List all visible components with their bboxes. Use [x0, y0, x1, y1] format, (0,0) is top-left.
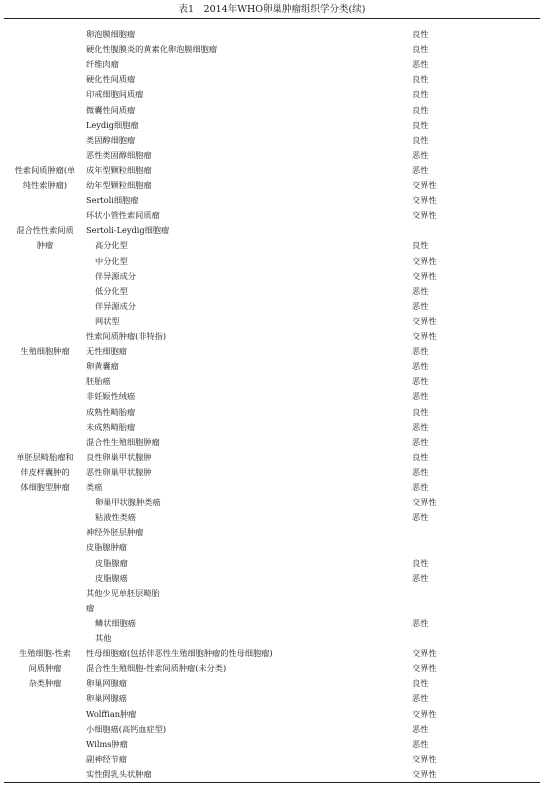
behavior-code: 交界性	[412, 768, 437, 779]
behavior-code: 恶性	[412, 164, 429, 175]
tumor-name: Sertoli细胞瘤	[86, 195, 139, 206]
behavior-code: 恶性	[412, 572, 429, 583]
tumor-name: Wolffian肿瘤	[86, 708, 137, 719]
table-row	[0, 42, 544, 57]
behavior-code: 恶性	[412, 723, 429, 734]
behavior-code: 交界性	[412, 331, 437, 341]
behavior-code: 交界性	[412, 180, 437, 190]
behavior-code: 良性	[412, 406, 429, 417]
table-row	[0, 722, 544, 737]
table-row	[0, 601, 544, 616]
behavior-code: 恶性	[412, 693, 429, 704]
behavior-code: 交界性	[412, 255, 437, 266]
tumor-name: 实性假乳头状肿瘤	[86, 768, 152, 779]
tumor-name: Wilms肿瘤	[86, 738, 128, 749]
behavior-code: 恶性	[412, 391, 429, 402]
table-row	[0, 767, 544, 782]
category-label	[6, 676, 84, 691]
category-label	[6, 646, 84, 676]
tumor-name: 高分化型	[95, 240, 128, 251]
behavior-code: 恶性	[412, 300, 429, 311]
tumor-name: 粘液性类癌	[95, 512, 136, 523]
tumor-name: Sertoli-Leydig细胞瘤	[86, 225, 170, 236]
category-line: 生殖细胞肿瘤	[20, 346, 70, 357]
tumor-name: 未成熟畸胎瘤	[86, 421, 136, 432]
table-row	[0, 631, 544, 646]
tumor-name: 幼年型颗粒细胞瘤	[86, 180, 152, 190]
tumor-name: 非妊娠性绒癌	[86, 391, 136, 402]
table-row	[0, 586, 544, 601]
tumor-name: 微囊性间质瘤	[86, 104, 136, 115]
behavior-code: 交界性	[412, 648, 437, 659]
behavior-code: 良性	[412, 134, 429, 145]
tumor-name: 神经外胚层肿瘤	[86, 527, 144, 538]
behavior-code: 恶性	[412, 466, 429, 477]
tumor-name: 瘤	[86, 602, 95, 613]
behavior-code: 良性	[412, 89, 429, 100]
tumor-name: 低分化型	[95, 285, 128, 296]
tumor-name: 硬化性间质瘤	[86, 74, 136, 85]
tumor-name: 中分化型	[95, 255, 128, 266]
behavior-code: 良性	[412, 29, 429, 39]
table-row	[0, 691, 544, 706]
table-row	[0, 284, 544, 299]
behavior-code: 交界性	[412, 210, 437, 221]
behavior-code: 恶性	[412, 617, 429, 628]
tumor-name: 其他少见单胚层畸胎	[86, 587, 160, 598]
table-row	[0, 420, 544, 435]
table-row	[0, 208, 544, 223]
table-row	[0, 103, 544, 118]
tumor-name: Leydig细胞瘤	[86, 119, 139, 130]
table-top-rule	[4, 18, 540, 19]
tumor-name: 皮脂腺肿瘤	[86, 542, 127, 553]
category-line: 间质肿瘤	[28, 663, 62, 674]
behavior-code: 交界性	[412, 708, 437, 719]
table-row	[0, 148, 544, 163]
tumor-name: 纤维肉瘤	[86, 59, 119, 70]
tumor-name: 鳞状细胞癌	[95, 617, 136, 628]
table-row	[0, 87, 544, 102]
table-row	[0, 133, 544, 148]
behavior-code: 恶性	[412, 482, 429, 492]
tumor-name: 性索间质肿瘤(非特指)	[86, 331, 167, 341]
tumor-name: 网状型	[95, 315, 120, 326]
tumor-name: 卵泡膜细胞瘤	[86, 29, 136, 39]
behavior-code: 良性	[412, 557, 429, 568]
behavior-code: 交界性	[412, 753, 437, 764]
table-row	[0, 435, 544, 450]
behavior-code: 恶性	[412, 59, 429, 70]
category-line: 体细胞型肿瘤	[20, 481, 70, 492]
tumor-name: 恶性卵巢甲状腺肿	[86, 466, 152, 477]
tumor-name: 卵巢甲状腺肿类癌	[95, 497, 161, 508]
table-row	[0, 571, 544, 586]
table-row	[0, 254, 544, 269]
table-row	[0, 737, 544, 752]
tumor-name: 胚胎癌	[86, 376, 111, 387]
table-bottom-rule	[4, 782, 540, 783]
behavior-code: 良性	[412, 451, 429, 462]
tumor-name: 印戒细胞间质瘤	[86, 89, 144, 100]
behavior-code: 恶性	[412, 376, 429, 387]
tumor-name: 性母细胞瘤(包括伴恶性生殖细胞肿瘤的性母细胞瘤)	[86, 648, 273, 659]
tumor-name: 皮脂腺癌	[95, 572, 128, 583]
table-row	[0, 72, 544, 87]
behavior-code: 交界性	[412, 663, 437, 674]
tumor-name: 类癌	[86, 482, 103, 492]
table-row	[0, 299, 544, 314]
table-row	[0, 510, 544, 525]
tumor-name: 无性细胞瘤	[86, 346, 127, 357]
behavior-code: 良性	[412, 44, 429, 55]
category-line: 混合性性索间质	[16, 225, 74, 236]
table-row	[0, 27, 544, 42]
tumor-name: 硬化性腹膜炎的黄素化卵泡膜细胞瘤	[86, 44, 218, 55]
behavior-code: 恶性	[412, 361, 429, 372]
behavior-code: 恶性	[412, 436, 429, 447]
tumor-name: 皮脂腺瘤	[95, 557, 128, 568]
behavior-code: 良性	[412, 74, 429, 85]
category-line: 杂类肿瘤	[28, 678, 62, 689]
tumor-name: 混合性生殖细胞肿瘤	[86, 436, 160, 447]
table-row	[0, 269, 544, 284]
tumor-name: 良性卵巢甲状腺肿	[86, 451, 152, 462]
table-row	[0, 374, 544, 389]
behavior-code: 良性	[412, 240, 429, 251]
tumor-name: 小细胞癌(高钙血症型)	[86, 723, 167, 734]
behavior-code: 良性	[412, 119, 429, 130]
behavior-code: 交界性	[412, 497, 437, 508]
category-line: 性索间质肿瘤(单	[14, 164, 76, 175]
table-row	[0, 540, 544, 555]
behavior-code: 恶性	[412, 738, 429, 749]
tumor-name: 伴异源成分	[95, 270, 136, 281]
category-line: 单胚层畸胎瘤和	[16, 451, 74, 462]
tumor-name: 副神经节瘤	[86, 753, 127, 764]
behavior-code: 良性	[412, 678, 429, 689]
tumor-name: 环状小管性索间质瘤	[86, 210, 160, 221]
table-row	[0, 707, 544, 722]
table-row	[0, 495, 544, 510]
table-row	[0, 556, 544, 571]
table-caption: 表1 2014年WHO卵巢肿瘤组织学分类(续)	[178, 4, 366, 15]
category-line: 伴皮样囊肿的	[20, 466, 70, 477]
category-label	[6, 344, 84, 359]
tumor-name: 混合性生殖细胞-性索间质肿瘤(未分类)	[86, 663, 227, 674]
behavior-code: 交界性	[412, 315, 437, 326]
table-row	[0, 329, 544, 344]
table-row	[0, 389, 544, 404]
behavior-code: 恶性	[412, 421, 429, 432]
category-line: 纯性索肿瘤)	[22, 179, 68, 190]
category-line: 生殖细胞-性索	[19, 648, 71, 659]
table-row	[0, 57, 544, 72]
behavior-code: 良性	[412, 104, 429, 115]
table-row	[0, 193, 544, 208]
table-row	[0, 525, 544, 540]
category-label	[6, 223, 84, 253]
tumor-name: 卵巢网腺癌	[86, 693, 127, 704]
table-row	[0, 314, 544, 329]
tumor-name: 恶性类固醇细胞瘤	[86, 149, 152, 160]
category-label	[6, 163, 84, 193]
behavior-code: 交界性	[412, 195, 437, 206]
behavior-code: 恶性	[412, 149, 429, 160]
behavior-code: 交界性	[412, 270, 437, 281]
tumor-name: 其他	[95, 633, 112, 643]
category-line: 肿瘤	[36, 240, 54, 251]
behavior-code: 恶性	[412, 512, 429, 523]
category-label	[6, 450, 84, 495]
table-row	[0, 405, 544, 420]
table-row	[0, 359, 544, 374]
tumor-name: 成年型颗粒细胞瘤	[86, 164, 152, 175]
tumor-name: 伴异源成分	[95, 300, 136, 311]
tumor-name: 类固醇细胞瘤	[86, 134, 136, 145]
behavior-code: 恶性	[412, 346, 429, 357]
behavior-code: 恶性	[412, 285, 429, 296]
tumor-name: 卵黄囊瘤	[86, 361, 119, 372]
table-row	[0, 616, 544, 631]
tumor-name: 卵巢网腺瘤	[86, 678, 127, 689]
table-row	[0, 118, 544, 133]
tumor-name: 成熟性畸胎瘤	[86, 406, 136, 417]
table-row	[0, 752, 544, 767]
